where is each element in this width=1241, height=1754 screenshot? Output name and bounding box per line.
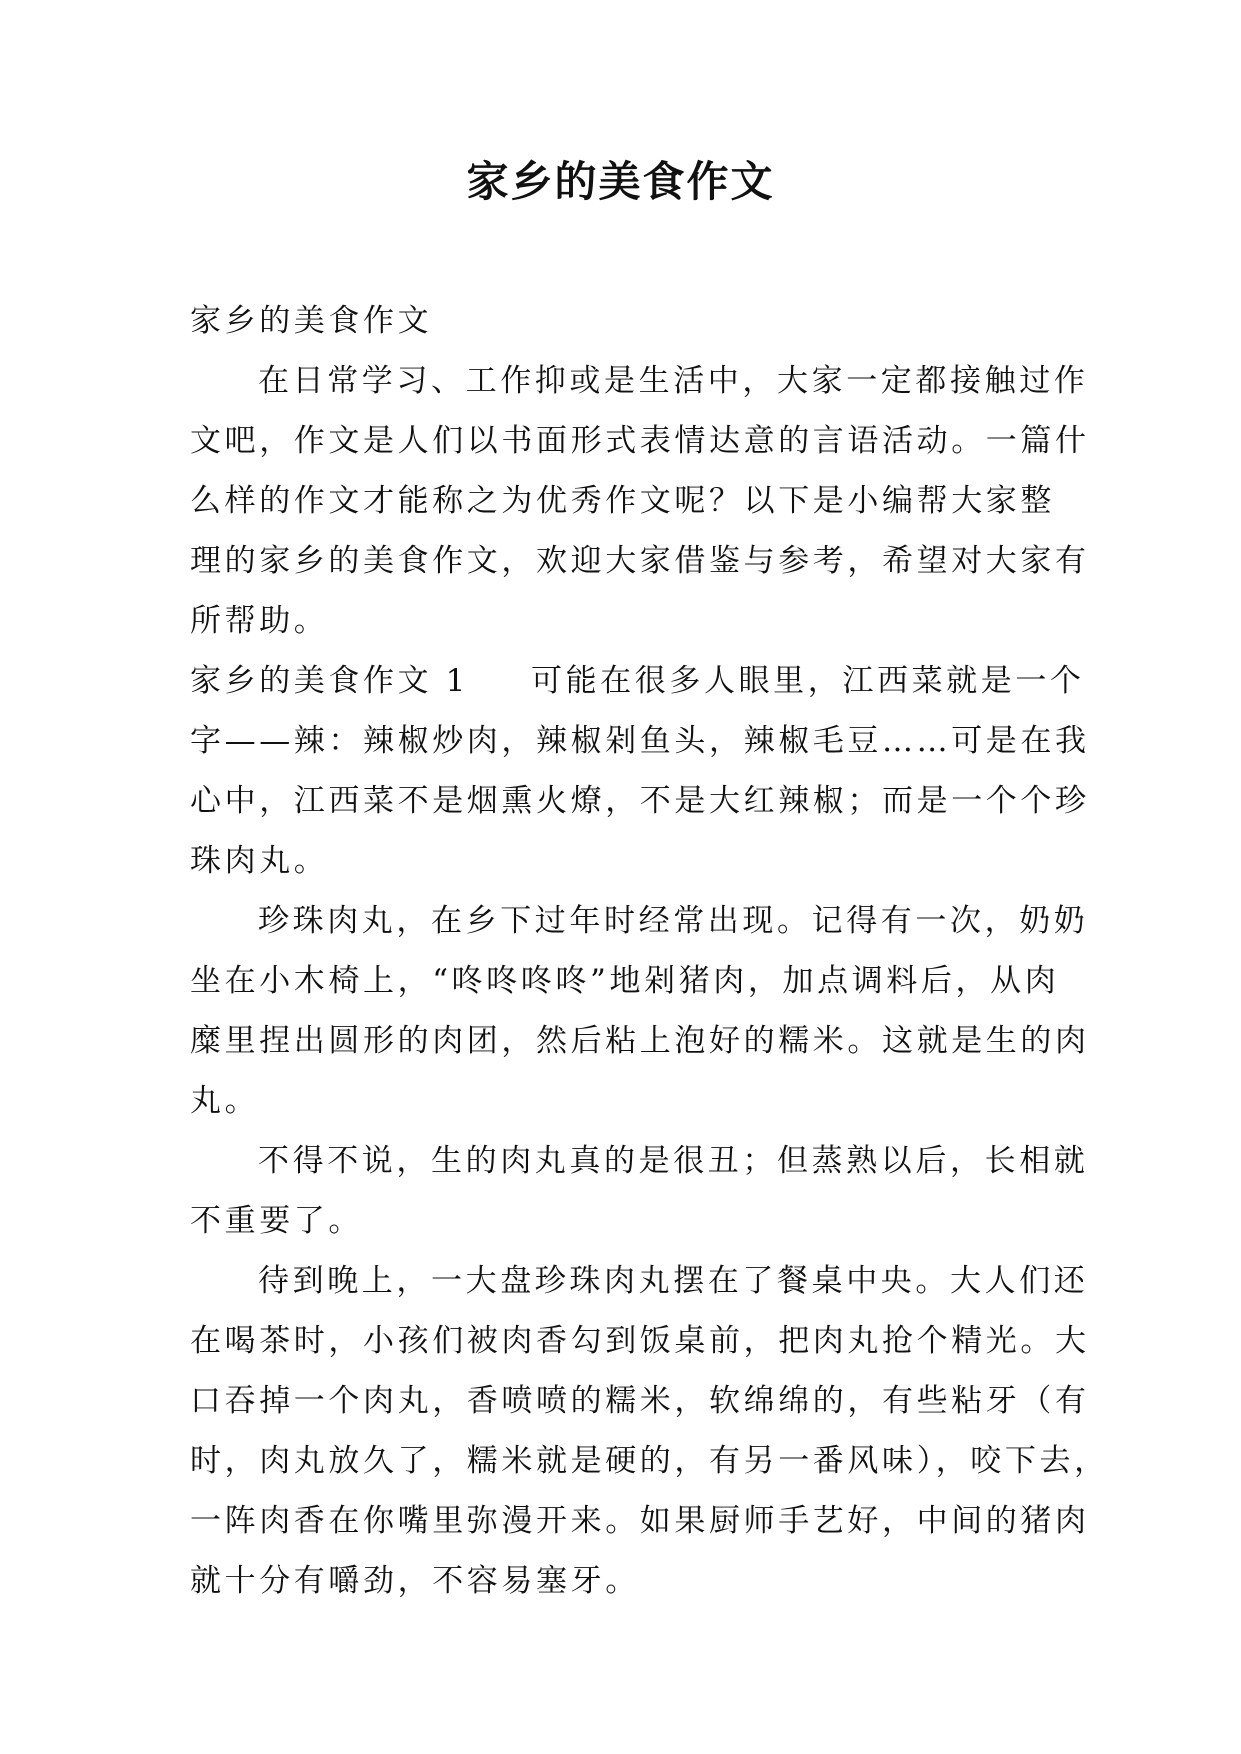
text-line-content: 坐在小木椅上，“咚咚咚咚”地剁猪肉，加点调料后，从肉 xyxy=(190,963,1060,999)
text-line xyxy=(190,1371,1090,1431)
text-line xyxy=(190,591,1060,651)
text-line-content: 丸。 xyxy=(190,1083,260,1119)
text-line-content: 珍珠肉丸，在乡下过年时经常出现。记得有一次，奶奶 xyxy=(258,903,1089,939)
text-line xyxy=(190,1131,1089,1191)
text-line xyxy=(190,471,1060,531)
text-line xyxy=(190,951,1060,1011)
text-line xyxy=(190,411,1090,471)
text-line xyxy=(190,891,1089,951)
text-line-content: 时，肉丸放久了，糯米就是硬的，有另一番风味），咬下去， xyxy=(190,1443,1109,1479)
text-line-content: 珠肉丸。 xyxy=(190,843,329,879)
text-line-content: 待到晚上，一大盘珍珠肉丸摆在了餐桌中央。大人们还 xyxy=(258,1263,1089,1299)
text-line xyxy=(190,1491,1090,1551)
text-line-content: 家乡的美食作文 1 xyxy=(190,663,469,699)
text-line-content: 就十分有嚼劲，不容易塞牙。 xyxy=(190,1563,640,1599)
text-line-content: 心中，江西菜不是烟熏火燎，不是大红辣椒；而是一个个珍 xyxy=(190,783,1090,819)
text-line xyxy=(190,1551,1060,1611)
text-line-content: 口吞掉一个肉丸，香喷喷的糯米，软绵绵的，有些粘牙（有 xyxy=(190,1383,1090,1419)
document-title: 家乡的美食作文 xyxy=(466,157,775,206)
text-line xyxy=(190,711,1090,771)
text-line-content: 理的家乡的美食作文，欢迎大家借鉴与参考，希望对大家有 xyxy=(190,543,1090,579)
text-line-continuation: 可能在很多人眼里，江西菜就是一个 xyxy=(530,663,1085,699)
text-line-content: 家乡的美食作文 xyxy=(190,303,433,339)
text-line xyxy=(190,771,1090,831)
text-line xyxy=(190,1311,1090,1371)
text-line-content: 一阵肉香在你嘴里弥漫开来。如果厨师手艺好，中间的猪肉 xyxy=(190,1503,1090,1539)
text-line xyxy=(190,291,1060,351)
text-line-content: 在日常学习、工作抑或是生活中，大家一定都接触过作 xyxy=(258,363,1089,399)
text-line xyxy=(190,351,1089,411)
text-line xyxy=(190,1251,1089,1311)
text-line xyxy=(190,651,1085,711)
text-line-content: 不得不说，生的肉丸真的是很丑；但蒸熟以后，长相就 xyxy=(258,1143,1089,1179)
text-line xyxy=(190,1191,1060,1251)
text-line-content: 不重要了。 xyxy=(190,1203,363,1239)
text-line-content: 文吧，作文是人们以书面形式表情达意的言语活动。一篇什 xyxy=(190,423,1090,459)
text-line xyxy=(190,1071,1060,1131)
text-line xyxy=(190,1431,1109,1491)
text-line xyxy=(190,831,1060,891)
document-body xyxy=(190,291,1109,1611)
text-line-content: 所帮助。 xyxy=(190,603,329,639)
text-line-content: 糜里捏出圆形的肉团，然后粘上泡好的糯米。这就是生的肉 xyxy=(190,1023,1090,1059)
text-line xyxy=(190,531,1090,591)
text-line xyxy=(190,1011,1090,1071)
text-line-content: 么样的作文才能称之为优秀作文呢？以下是小编帮大家整 xyxy=(190,483,1055,519)
text-line-content: 在喝茶时，小孩们被肉香勾到饭桌前，把肉丸抢个精光。大 xyxy=(190,1323,1090,1359)
text-line-content: 字——辣：辣椒炒肉，辣椒剁鱼头，辣椒毛豆……可是在我 xyxy=(190,723,1090,759)
